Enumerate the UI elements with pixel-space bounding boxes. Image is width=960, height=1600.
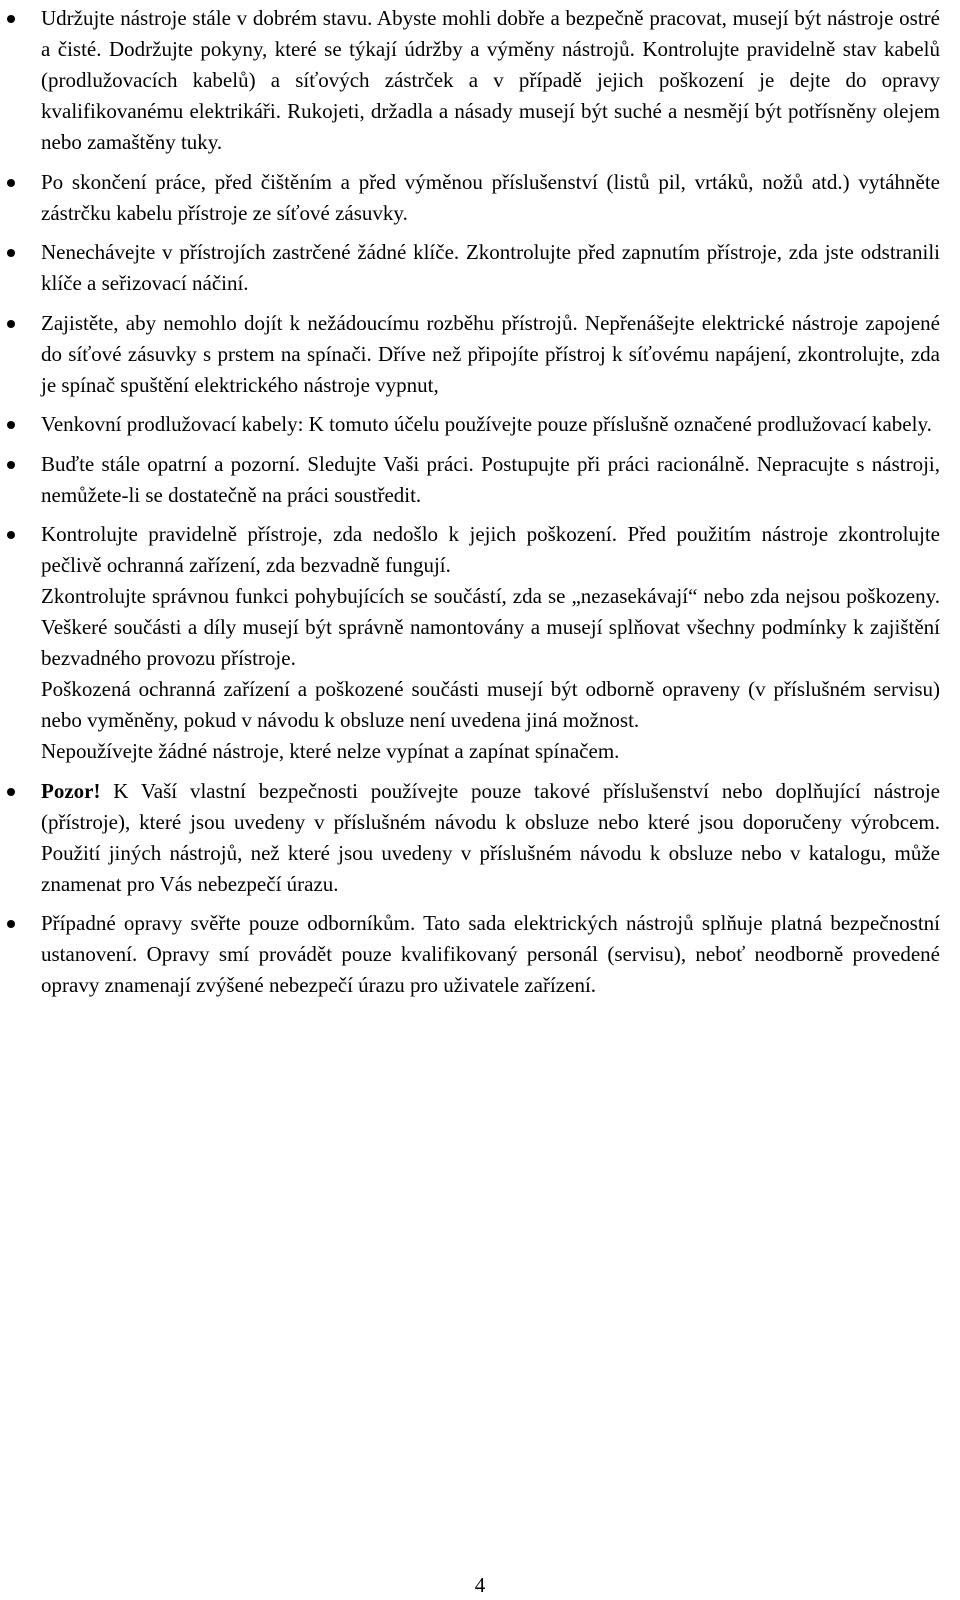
safety-instructions-list xyxy=(41,3,940,1010)
page-number: 4 xyxy=(474,1573,486,1597)
warning-label: Pozor! xyxy=(41,778,101,803)
list-item xyxy=(41,519,940,767)
list-item xyxy=(41,908,940,1001)
paragraph: Kontrolujte pravidelně přístroje, zda nedošlo k jejich poškození. Před použitím nástroje zkontrolujte pečlivě ochranná zařízení, zda bezvadně fungují. xyxy=(41,522,940,577)
paragraph: Udržujte nástroje stále v dobrém stavu. Abyste mohli dobře a bezpečně pracovat, musejí být nástroje ostré a čisté. Dodržujte pokyny, které se týkají údržby a výměny nástrojů. Kontrolujte pravidelně stav kabelů (prodlužovacích kabelů) a síťových zástrček a v případě jejich poškození je dejte do opravy kvalifikovanému elektrikáři. Rukojeti, držadla a násady musejí být suché a nesmějí být potřísněny olejem nebo zamaštěny tuky. xyxy=(41,6,940,154)
list-item xyxy=(41,409,940,440)
list-item xyxy=(41,308,940,401)
list-item xyxy=(41,167,940,229)
bullet-icon xyxy=(7,179,15,187)
bullet-icon xyxy=(7,249,15,257)
bullet-icon xyxy=(7,15,15,23)
list-item xyxy=(41,776,940,900)
paragraph: Zkontrolujte správnou funkci pohybujících se součástí, zda se „nezasekávají“ nebo zda nejsou poškozeny. Veškeré součásti a díly musejí být správně namontovány a musejí splňovat všechny podmínky k zajištění bezvadného provozu přístroje. xyxy=(41,584,940,670)
paragraph: Nepoužívejte žádné nástroje, které nelze vypínat a zapínat spínačem. xyxy=(41,739,620,763)
paragraph: Buďte stále opatrní a pozorní. Sledujte Vaši práci. Postupujte při práci racionálně. Nepracujte s nástroji, nemůžete-li se dostatečně na práci soustředit. xyxy=(41,451,940,507)
bullet-icon xyxy=(7,461,15,469)
bullet-icon xyxy=(7,788,15,796)
paragraph: Případné opravy svěřte pouze odborníkům. Tato sada elektrických nástrojů splňuje platná bezpečnostní ustanovení. Opravy smí provádět pouze kvalifikovaný personál (servisu), neboť neodborně provedené opravy znamenají zvýšené nebezpečí úrazu pro uživatele zařízení. xyxy=(41,911,940,997)
paragraph xyxy=(41,776,940,900)
bullet-icon xyxy=(7,920,15,928)
paragraph: Poškozená ochranná zařízení a poškozené součásti musejí být odborně opraveny (v příslušném servisu) nebo vyměněny, pokud v návodu k obsluze není uvedena jiná možnost. xyxy=(41,677,940,732)
bullet-icon xyxy=(7,531,15,539)
paragraph: Po skončení práce, před čištěním a před výměnou příslušenství (listů pil, vrtáků, nožů atd.) vytáhněte zástrčku kabelu přístroje ze síťové zásuvky. xyxy=(41,169,940,225)
paragraph: Nenechávejte v přístrojích zastrčené žádné klíče. Zkontrolujte před zapnutím přístroje, zda jste odstranili klíče a seřizovací náčiní. xyxy=(41,240,940,295)
bullet-icon xyxy=(7,320,15,328)
list-item xyxy=(41,3,940,158)
list-item xyxy=(41,237,940,299)
paragraph: Venkovní prodlužovací kabely: K tomuto účelu používejte pouze příslušně označené prodlužovací kabely. xyxy=(41,412,932,436)
paragraph: Zajistěte, aby nemohlo dojít k nežádoucímu rozběhu přístrojů. Nepřenášejte elektrické nástroje zapojené do síťové zásuvky s prstem na spínači. Dříve než připojíte přístroj k síťovému napájení, zkontrolujte, zda je spínač spuštění elektrického nástroje vypnut, xyxy=(41,310,940,397)
bullet-icon xyxy=(7,421,15,429)
warning-text: K Vaší vlastní bezpečnosti používejte pouze takové příslušenství nebo doplňující nástroje (přístroje), které jsou uvedeny v příslušném návodu k obsluze nebo které jsou doporučeny výrobcem. Použití jiných nástrojů, než které jsou uvedeny v příslušném návodu k obsluze nebo v katalogu, může znamenat pro Vás nebezpečí úrazu. xyxy=(41,778,940,896)
list-item xyxy=(41,449,940,511)
